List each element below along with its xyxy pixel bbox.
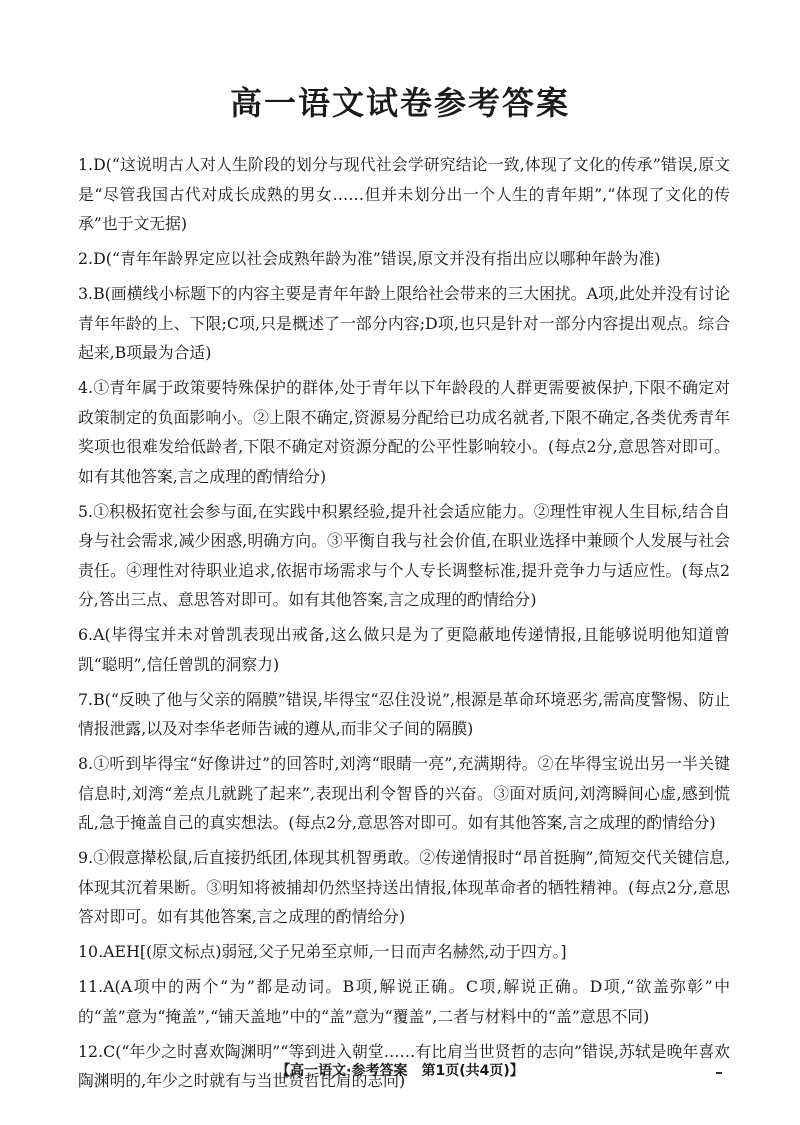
answer-item-3 [78,279,730,368]
answer-number: 7. [78,689,94,709]
answer-text: ①积极拓宽社会参与面,在实践中积累经验,提升社会适应能力。②理性审视人生目标,结合自身与社会需求,减少困惑,明确方向。③平衡自我与社会价值,在职业选择中兼顾个人发展与社会责任。④理性对待职业追求,依据市场需求与个人专长调整标准,提升竞争力与适应性。(每点2分,答出三点、意思答对即可。如有其他答案,言之成理的酌情给分) [78,501,730,609]
page-title: 高一语文试卷参考答案 [229,84,570,122]
answer-item-7 [78,685,730,744]
answer-list [78,150,730,1101]
answer-text: A(A项中的两个“为”都是动词。B项,解说正确。C项,解说正确。D项,“欲盖弥彰”中的“盖”意为“掩盖”,“铺天盖地”中的“盖”意为“覆盖”,二者与材料中的“盖”意思不同) [78,977,730,1026]
answer-item-8 [78,749,730,838]
answer-text: D(“青年年龄界定应以社会成熟年龄为准”错误,原文并没有指出应以哪种年龄为准) [93,249,661,268]
answer-number: 2. [78,249,94,268]
answer-text: B(画横线小标题下的内容主要是青年年龄上限给社会带来的三大困扰。A项,此处并没有讨论青年年龄的上、下限;C项,只是概述了一部分内容;D项,也只是针对一部分内容提出观点。综合起来,B项最为合适) [78,284,730,362]
answer-item-1 [78,150,730,239]
answer-text: AEH[(原文标点)弱冠,父子兄弟至京师,一日而声名赫然,动于四方。] [103,942,567,961]
answer-number: 5. [78,501,94,521]
answer-item-10 [78,937,730,967]
answer-item-5 [78,497,730,615]
answer-item-11 [78,972,730,1031]
answer-number: 11. [78,977,104,996]
answer-text: A(毕得宝并未对曾凯表现出戒备,这么做只是为了更隐蔽地传递情报,且能够说明他知道曾凯“聪明”,信任曾凯的洞察力) [78,625,730,674]
answer-item-9 [78,843,730,932]
answer-text: D(“这说明古人对人生阶段的划分与现代社会学研究结论一致,体现了文化的传承”错误,原文是“尽管我国古代对成长成熟的男女……但并未划分出一个人生的青年期”,“体现了文化的传承”也于文无据) [78,155,731,233]
answer-item-4 [78,373,730,491]
page-footer: 【高一语文·参考答案 第1页(共4页)】 [276,1063,524,1079]
answer-number: 4. [78,378,94,397]
answer-text: ①青年属于政策要特殊保护的群体,处于青年以下年龄段的人群更需要被保护,下限不确定对政策制定的负面影响小。②上限不确定,资源易分配给已功成名就者,下限不确定,各类优秀青年奖项也很难发给低龄者,下限不确定对资源分配的公平性影响较小。(每点2分,意思答对即可。如有其他答案,言之成理的酌情给分) [78,378,730,486]
answer-number: 3. [78,284,94,303]
answer-text: ①听到毕得宝“好像讲过”的回答时,刘湾“眼睛一亮”,充满期待。②在毕得宝说出另一半关键信息时,刘湾“差点儿就跳了起来”,表现出利令智昏的兴奋。③面对质问,刘湾瞬间心虚,感到慌乱,急于掩盖自己的真实想法。(每点2分,意思答对即可。如有其他答案,言之成理的酌情给分) [78,754,730,832]
answer-number: 10. [78,942,104,961]
answer-number: 6. [78,625,94,644]
answer-text: B(“反映了他与父亲的隔膜”错误,毕得宝“忍住没说”,根源是革命环境恶劣,需高度警惕、防止情报泄露,以及对李华老师告诫的遵从,而非父子间的隔膜) [78,689,730,738]
answer-item-6 [78,620,730,679]
answer-number: 12. [78,1041,104,1061]
answer-text: ①假意撵松鼠,后直接扔纸团,体现其机智勇敢。②传递情报时“昂首挺胸”,简短交代关键信息,体现其沉着果断。③明知将被捕却仍然坚持送出情报,体现革命者的牺牲精神。(每点2分,意思答对即可。如有其他答案,言之成理的酌情给分) [78,848,730,926]
answer-number: 1. [78,155,94,174]
answer-text: C(“年少之时喜欢陶渊明”“等到进入朝堂……有比肩当世贤哲的志向”错误,苏轼是晚年喜欢陶渊明的,年少之时就有与当世贤哲比肩的志向) [78,1041,730,1090]
answer-item-2 [78,244,730,274]
answer-number: 9. [78,848,94,867]
answer-number: 8. [78,754,94,773]
footer-dash-mark [716,1072,722,1074]
